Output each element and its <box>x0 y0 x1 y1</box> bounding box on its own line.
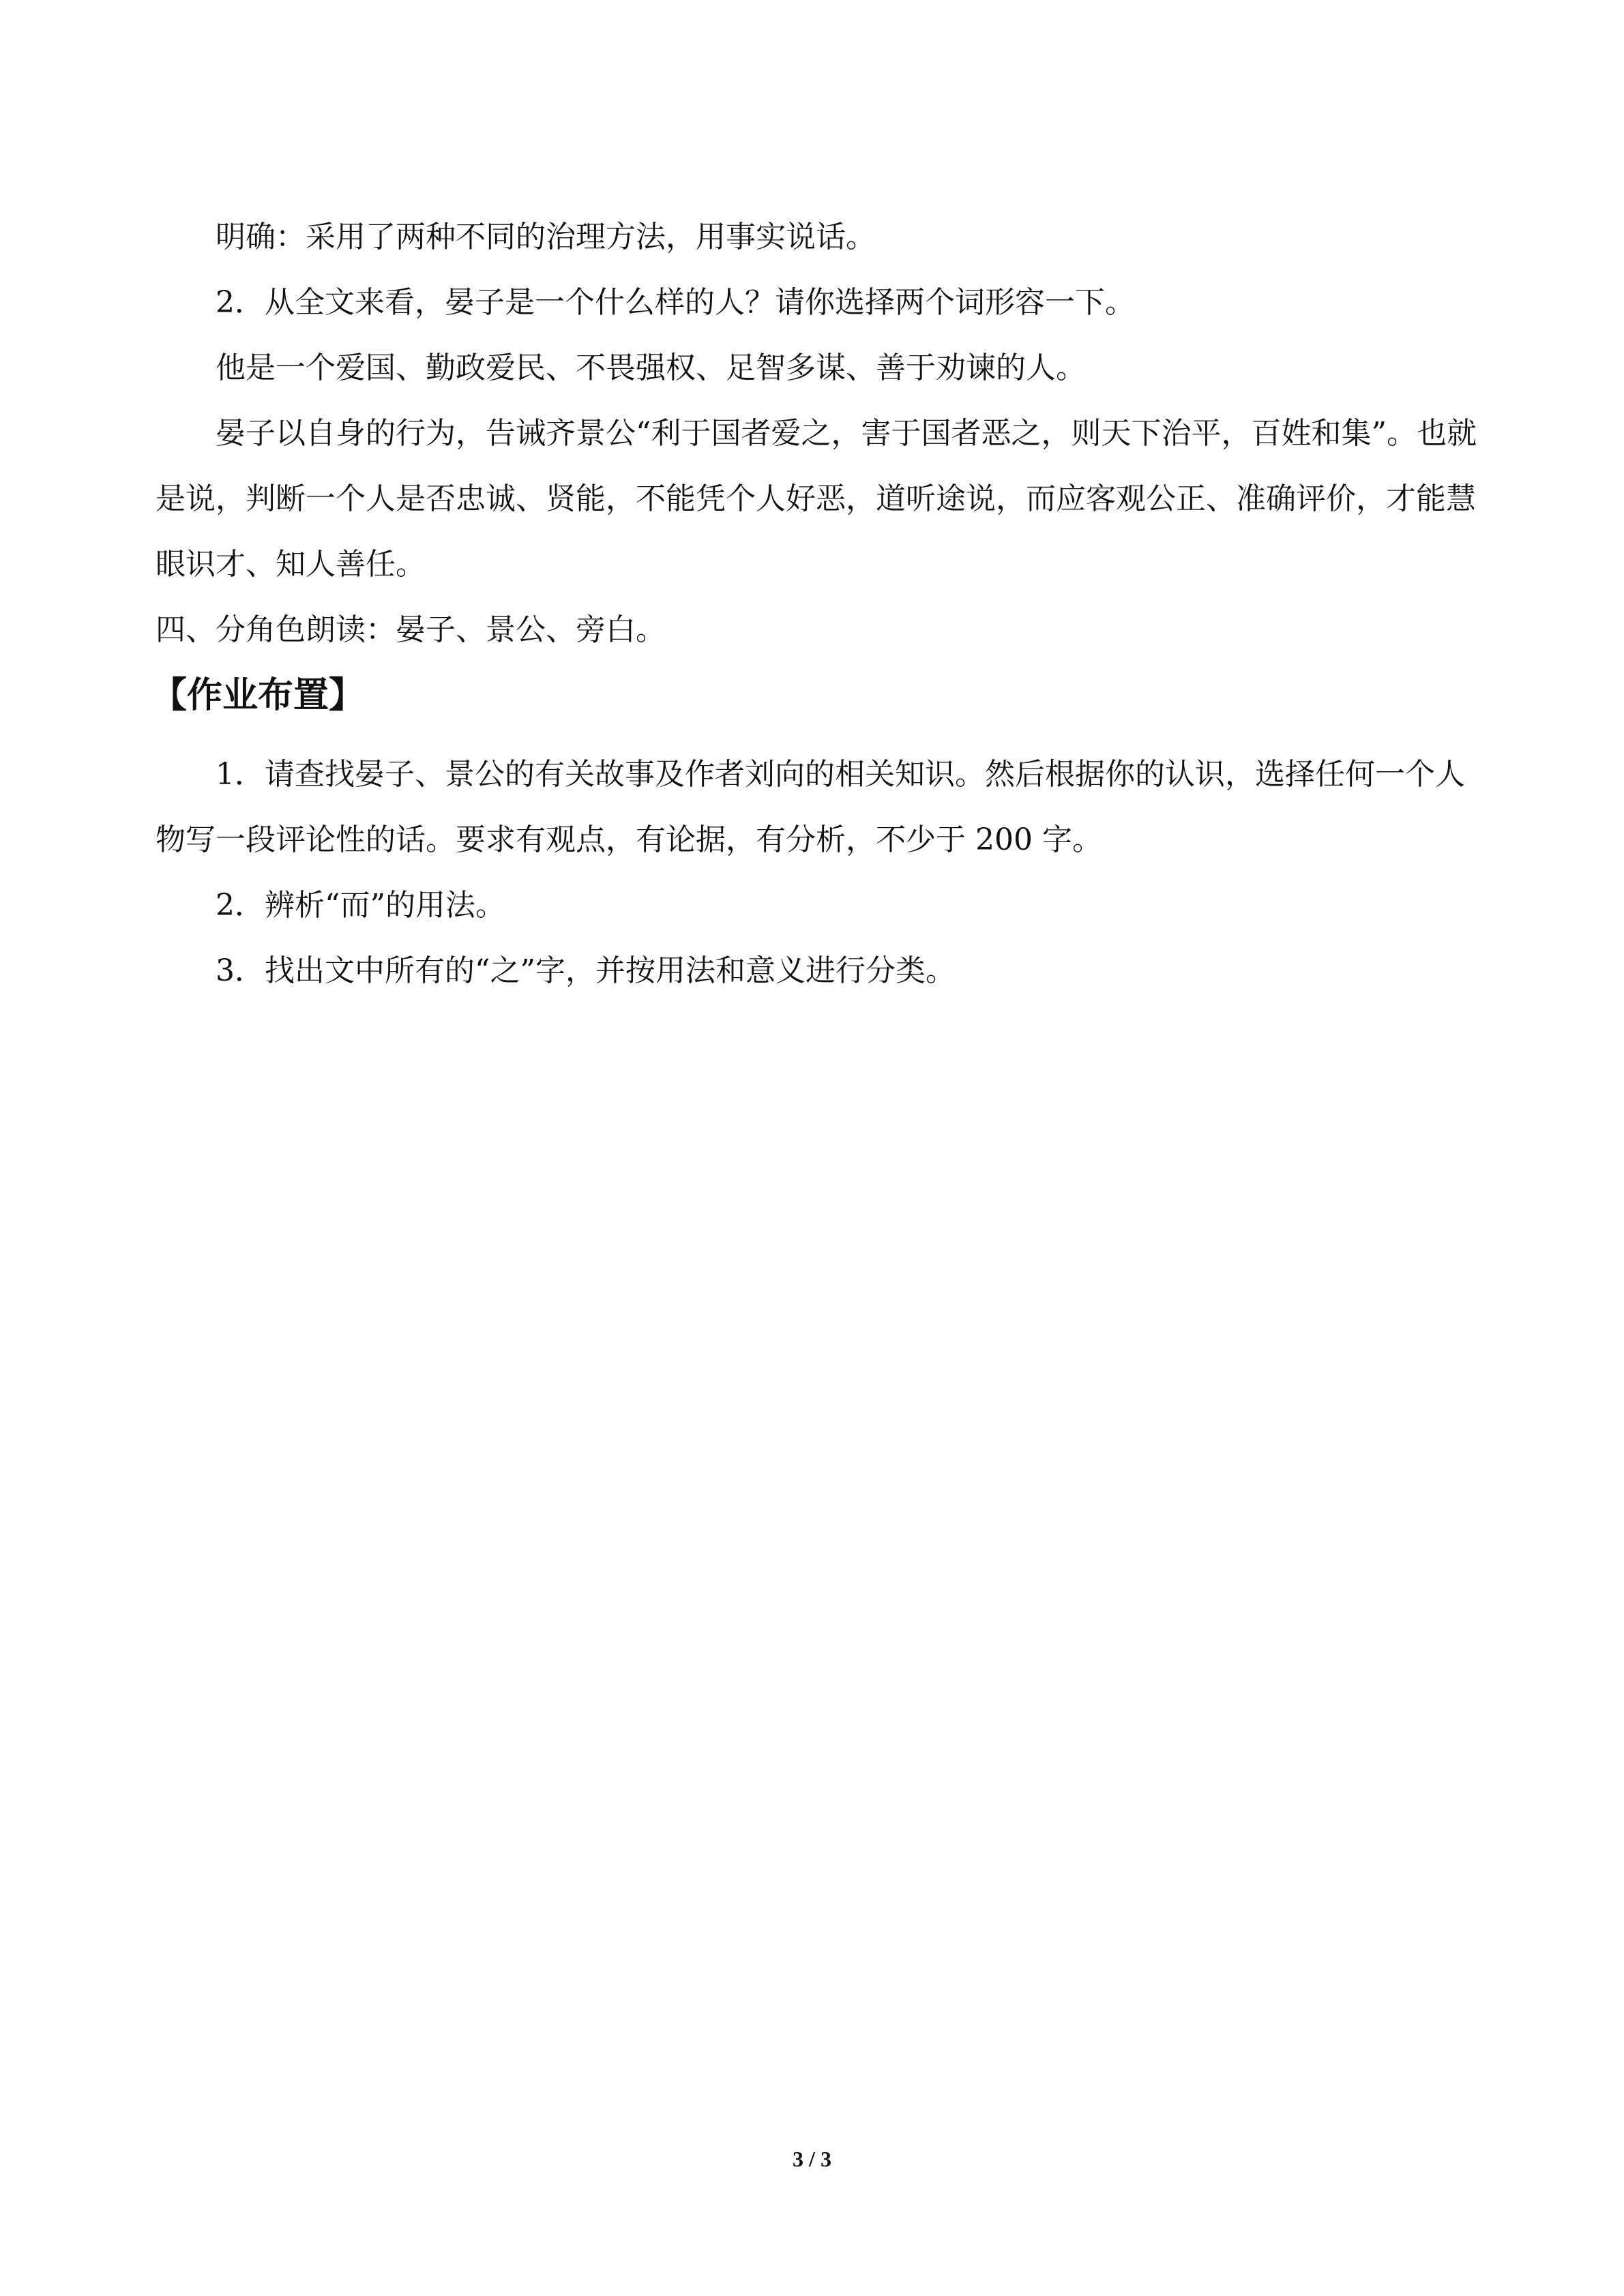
page-number: 3 / 3 <box>793 2147 831 2171</box>
paragraph-answer: 他是一个爱国、勤政爱民、不畏强权、足智多谋、善于劝谏的人。 <box>216 351 1086 385</box>
paragraph-question-2: 2．从全文来看，晏子是一个什么样的人？请你选择两个词形容一下。 <box>216 285 1135 320</box>
homework-heading: 【作业布置】 <box>151 675 365 716</box>
document-body <box>151 205 1479 1004</box>
homework-item-3: 3．找出文中所有的“之”字，并按用法和意义进行分类。 <box>216 953 956 988</box>
homework-item-2: 2．辨析“而”的用法。 <box>216 888 505 923</box>
paragraph-summary: 晏子以自身的行为，告诫齐景公“利于国者爱之，害于国者恶之，则天下治平，百姓和集”。也就是说，判断一个人是否忠诚、贤能，不能凭个人好恶，道听途说，而应客观公正、准确评价，才能慧眼识才、知人善任。 <box>156 416 1477 582</box>
section-four-role-reading: 四、分角色朗读：晏子、景公、旁白。 <box>156 612 666 647</box>
homework-item-1: 1．请查找晏子、景公的有关故事及作者刘向的相关知识。然后根据你的认识，选择任何一个人物写一段评论性的话。要求有观点，有论据，有分析，不少于 200 字。 <box>156 757 1465 857</box>
paragraph-clarification: 明确：采用了两种不同的治理方法，用事实说话。 <box>216 220 876 254</box>
